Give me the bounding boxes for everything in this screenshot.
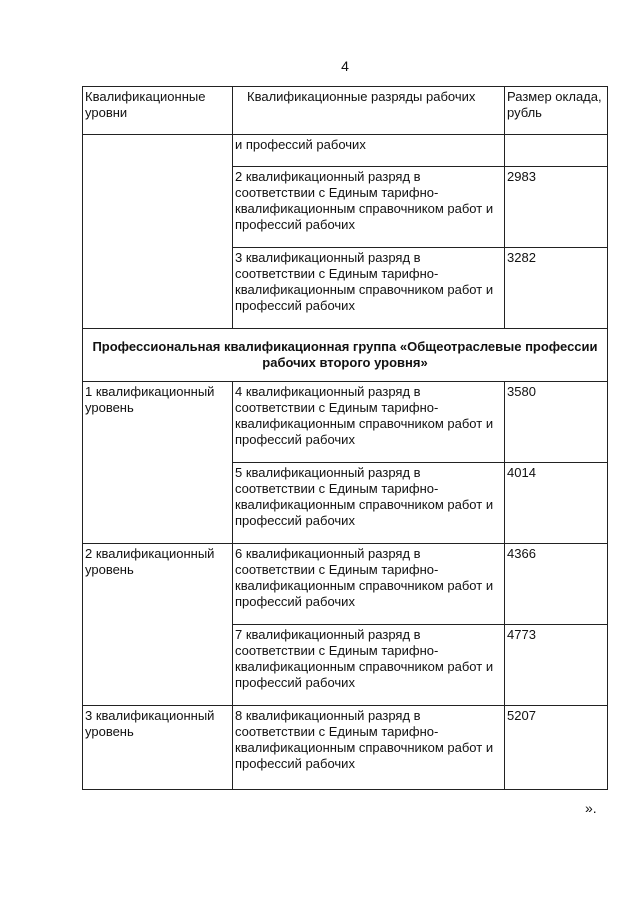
rank-cell: 5 квалификационный разряд в соответствии с Единым тарифно-квалификационным справочником работ и профессий рабочих — [233, 463, 505, 544]
table-row — [83, 382, 608, 463]
rank-cell: 3 квалификационный разряд в соответствии с Единым тарифно-квалификационным справочником работ и профессий рабочих — [233, 248, 505, 329]
rank-cell: и профессий рабочих — [233, 135, 505, 167]
header-levels: Квалификационные уровни — [83, 87, 233, 135]
level-cell: 2 квалификационный уровень — [83, 544, 233, 706]
rank-cell: 6 квалификационный разряд в соответствии с Единым тарифно-квалификационным справочником работ и профессий рабочих — [233, 544, 505, 625]
salary-cell: 2983 — [505, 167, 608, 248]
header-ranks: Квалификационные разряды рабочих — [233, 87, 505, 135]
salary-cell: 3580 — [505, 382, 608, 463]
group-title: Профессиональная квалификационная группа «Общеотраслевые профессии рабочих второго уровня» — [83, 329, 608, 382]
level-cell — [83, 135, 233, 329]
rank-cell: 2 квалификационный разряд в соответствии с Единым тарифно-квалификационным справочником работ и профессий рабочих — [233, 167, 505, 248]
closing-mark: ». — [585, 800, 597, 816]
table-header-row — [83, 87, 608, 135]
table-row — [83, 135, 608, 167]
salary-cell: 4773 — [505, 625, 608, 706]
salary-table — [82, 86, 608, 790]
level-cell: 3 квалификационный уровень — [83, 706, 233, 790]
level-cell: 1 квалификационный уровень — [83, 382, 233, 544]
salary-cell: 4366 — [505, 544, 608, 625]
rank-cell: 8 квалификационный разряд в соответствии с Единым тарифно-квалификационным справочником работ и профессий рабочих — [233, 706, 505, 790]
salary-cell: 5207 — [505, 706, 608, 790]
rank-cell: 7 квалификационный разряд в соответствии с Единым тарифно-квалификационным справочником работ и профессий рабочих — [233, 625, 505, 706]
page-number: 4 — [341, 58, 349, 74]
group-title-row — [83, 329, 608, 382]
header-salary: Размер оклада, рубль — [505, 87, 608, 135]
salary-cell — [505, 135, 608, 167]
rank-cell: 4 квалификационный разряд в соответствии с Единым тарифно-квалификационным справочником работ и профессий рабочих — [233, 382, 505, 463]
table-row — [83, 544, 608, 625]
salary-cell: 3282 — [505, 248, 608, 329]
table-row — [83, 706, 608, 790]
salary-cell: 4014 — [505, 463, 608, 544]
